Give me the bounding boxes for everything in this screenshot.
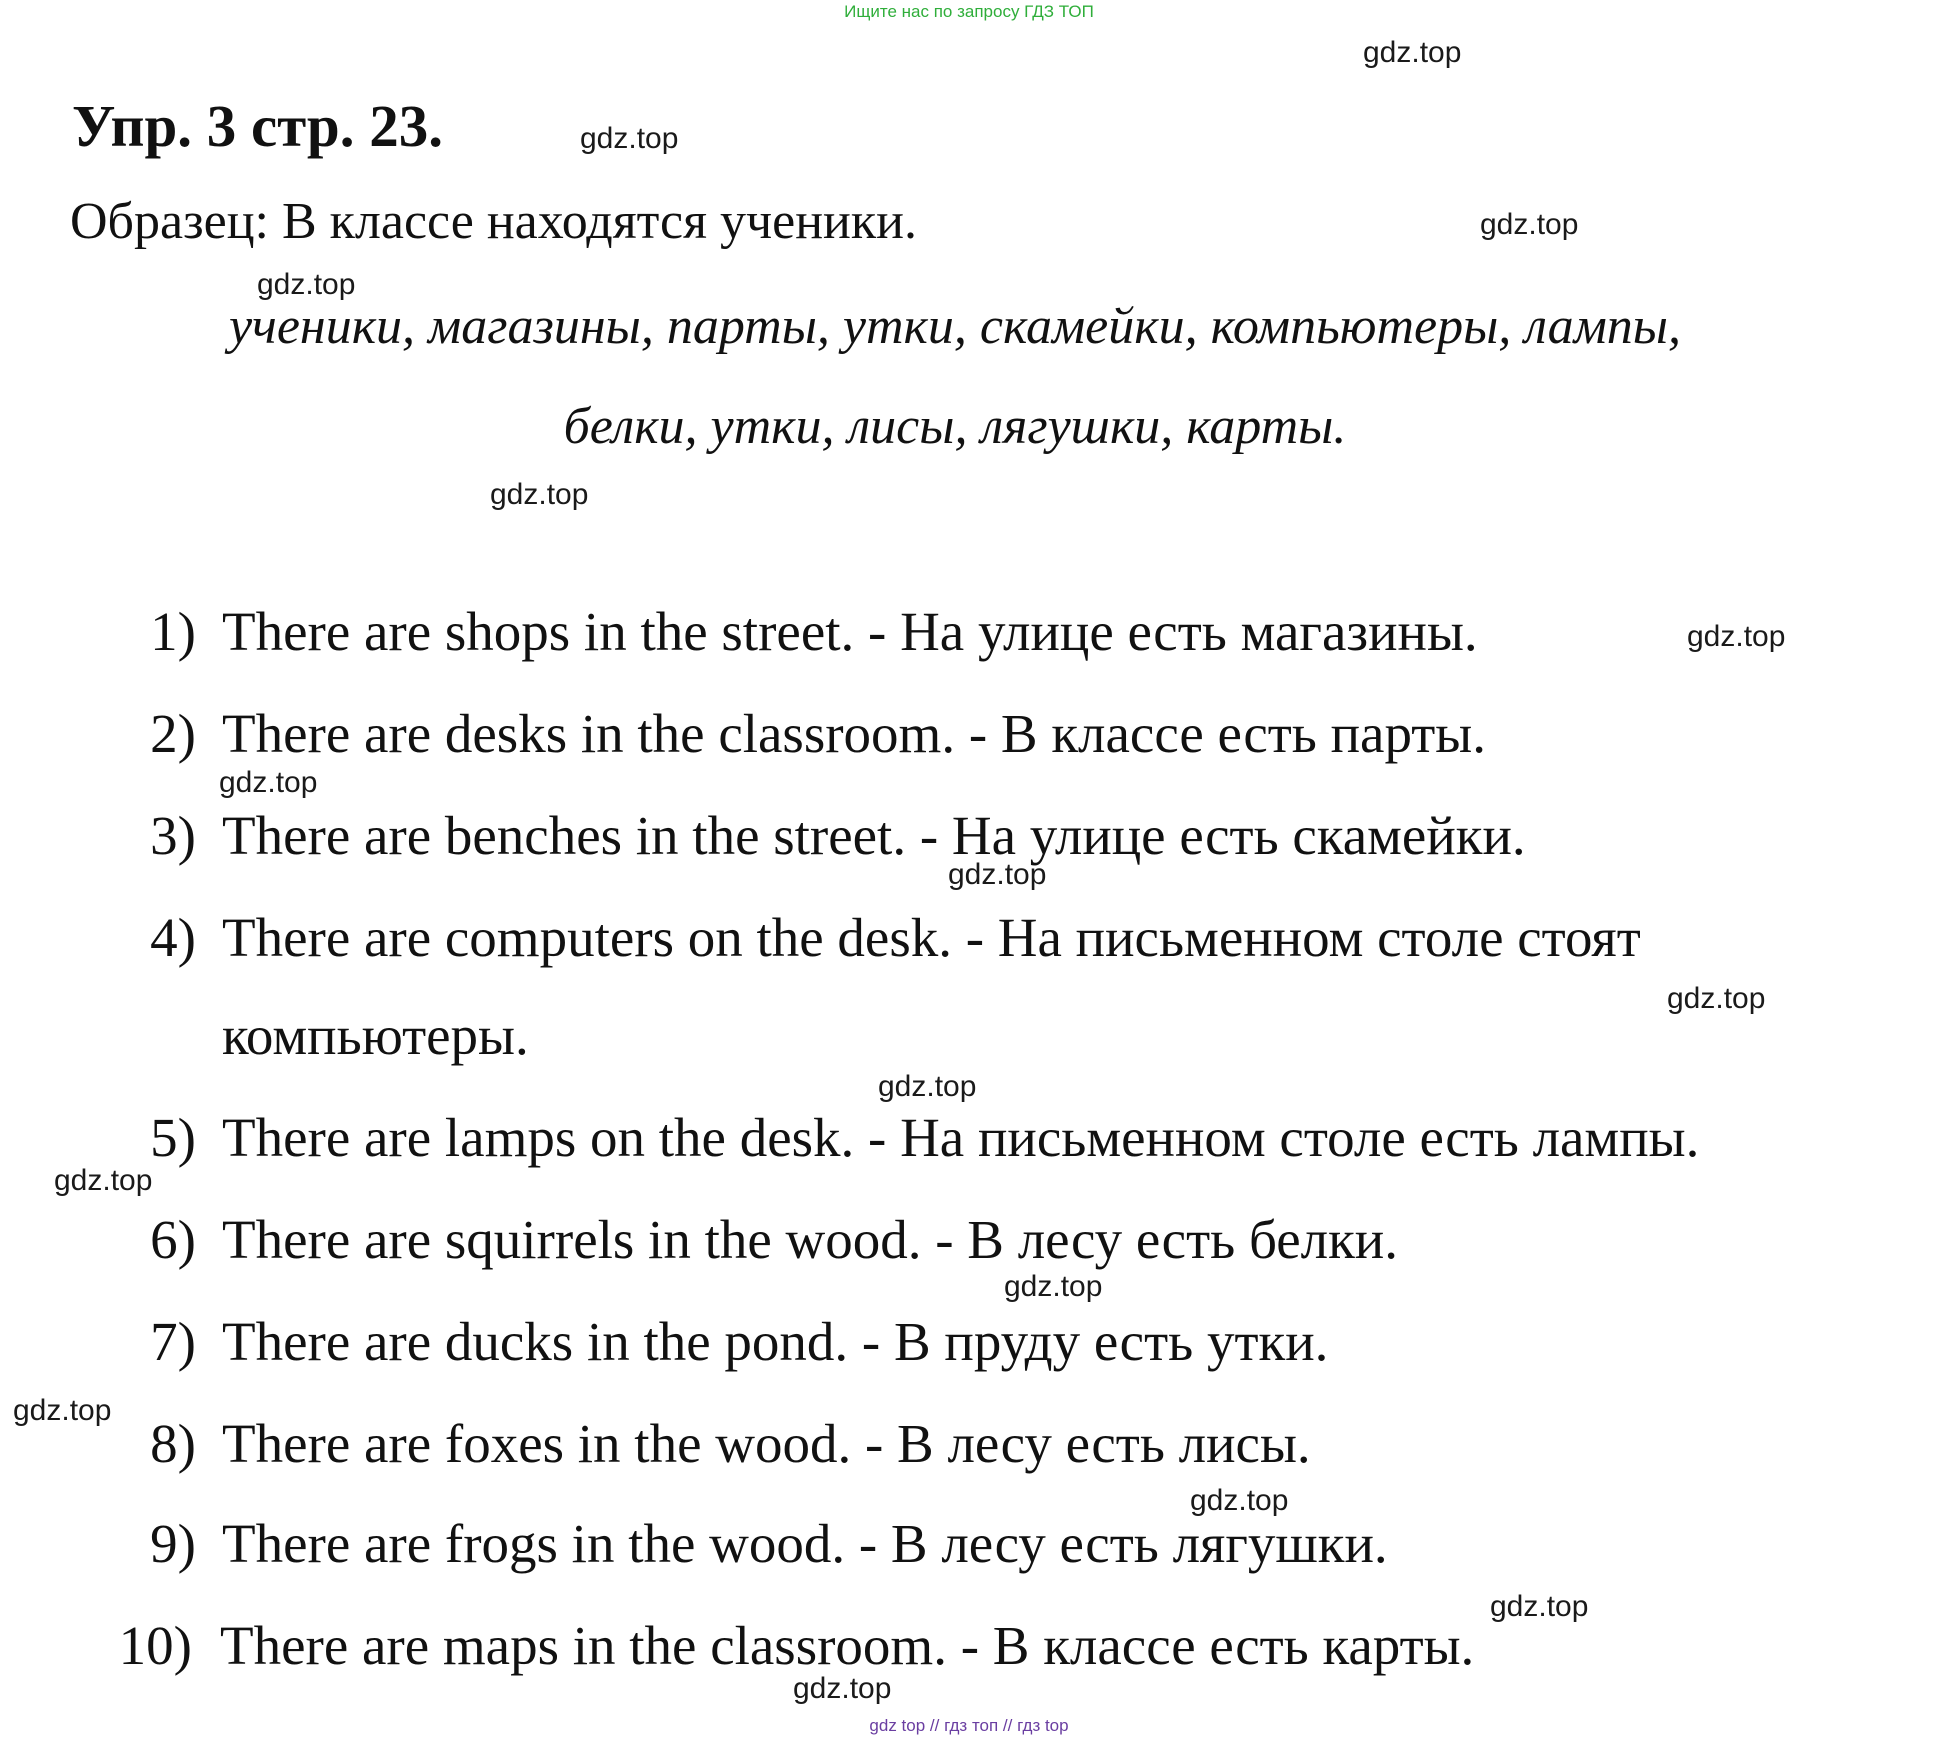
- watermark: gdz.top: [580, 122, 679, 155]
- answer-number: 10): [118, 1615, 192, 1676]
- watermark: gdz.top: [1480, 208, 1579, 241]
- header-banner[interactable]: Ищите нас по запросу ГДЗ ТОП: [844, 2, 1094, 21]
- sample-sentence: Образец: В классе находятся ученики.: [70, 193, 917, 250]
- answer-text: There are lamps on the desk. - На письменном столе есть лампы.: [222, 1107, 1700, 1168]
- watermark: gdz.top: [1490, 1590, 1589, 1623]
- answer-number: 9): [150, 1513, 196, 1574]
- answer-text: There are ducks in the pond. - В пруду есть утки.: [222, 1311, 1329, 1372]
- answer-number: 6): [150, 1209, 196, 1270]
- answer-text: There are squirrels in the wood. - В лесу есть белки.: [222, 1209, 1398, 1270]
- watermark: gdz.top: [1687, 620, 1786, 653]
- page-title: Упр. 3 стр. 23.: [72, 93, 443, 159]
- answer-4-continuation: компьютеры.: [222, 1005, 529, 1066]
- answer-number: 8): [150, 1413, 196, 1474]
- answer-number: 5): [150, 1107, 196, 1168]
- answer-number: 7): [150, 1311, 196, 1372]
- word-list-line-2: белки, утки, лисы, лягушки, карты.: [563, 398, 1347, 455]
- answer-text: There are foxes in the wood. - В лесу есть лисы.: [222, 1413, 1311, 1474]
- word-list-line-1: ученики, магазины, парты, утки, скамейки, компьютеры, лампы,: [228, 298, 1682, 355]
- answer-number: 2): [150, 703, 196, 764]
- answer-text: There are maps in the classroom. - В классе есть карты.: [220, 1615, 1475, 1676]
- answer-text: There are frogs in the wood. - В лесу есть лягушки.: [222, 1513, 1388, 1574]
- watermark: gdz.top: [793, 1672, 892, 1705]
- watermark: gdz.top: [54, 1164, 153, 1197]
- watermark: gdz.top: [13, 1394, 112, 1427]
- watermark: gdz.top: [1667, 982, 1766, 1015]
- watermark: gdz.top: [219, 766, 318, 799]
- watermark: gdz.top: [1004, 1270, 1103, 1303]
- footer-banner[interactable]: gdz top // гдз топ // гдз top: [869, 1716, 1069, 1735]
- answer-text: There are shops in the street. - На улице есть магазины.: [222, 601, 1478, 662]
- answer-text: There are benches in the street. - На улице есть скамейки.: [222, 805, 1526, 866]
- watermark: gdz.top: [257, 268, 356, 301]
- answer-number: 3): [150, 805, 196, 866]
- watermark: gdz.top: [1190, 1484, 1289, 1517]
- watermark: gdz.top: [490, 478, 589, 511]
- watermark: gdz.top: [878, 1070, 977, 1103]
- watermark: gdz.top: [948, 858, 1047, 891]
- answer-number: 4): [150, 907, 196, 968]
- answer-text: There are computers on the desk. - На письменном столе стоят: [222, 907, 1641, 968]
- answer-number: 1): [150, 601, 196, 662]
- answer-text: There are desks in the classroom. - В классе есть парты.: [222, 703, 1486, 764]
- watermark: gdz.top: [1363, 36, 1462, 69]
